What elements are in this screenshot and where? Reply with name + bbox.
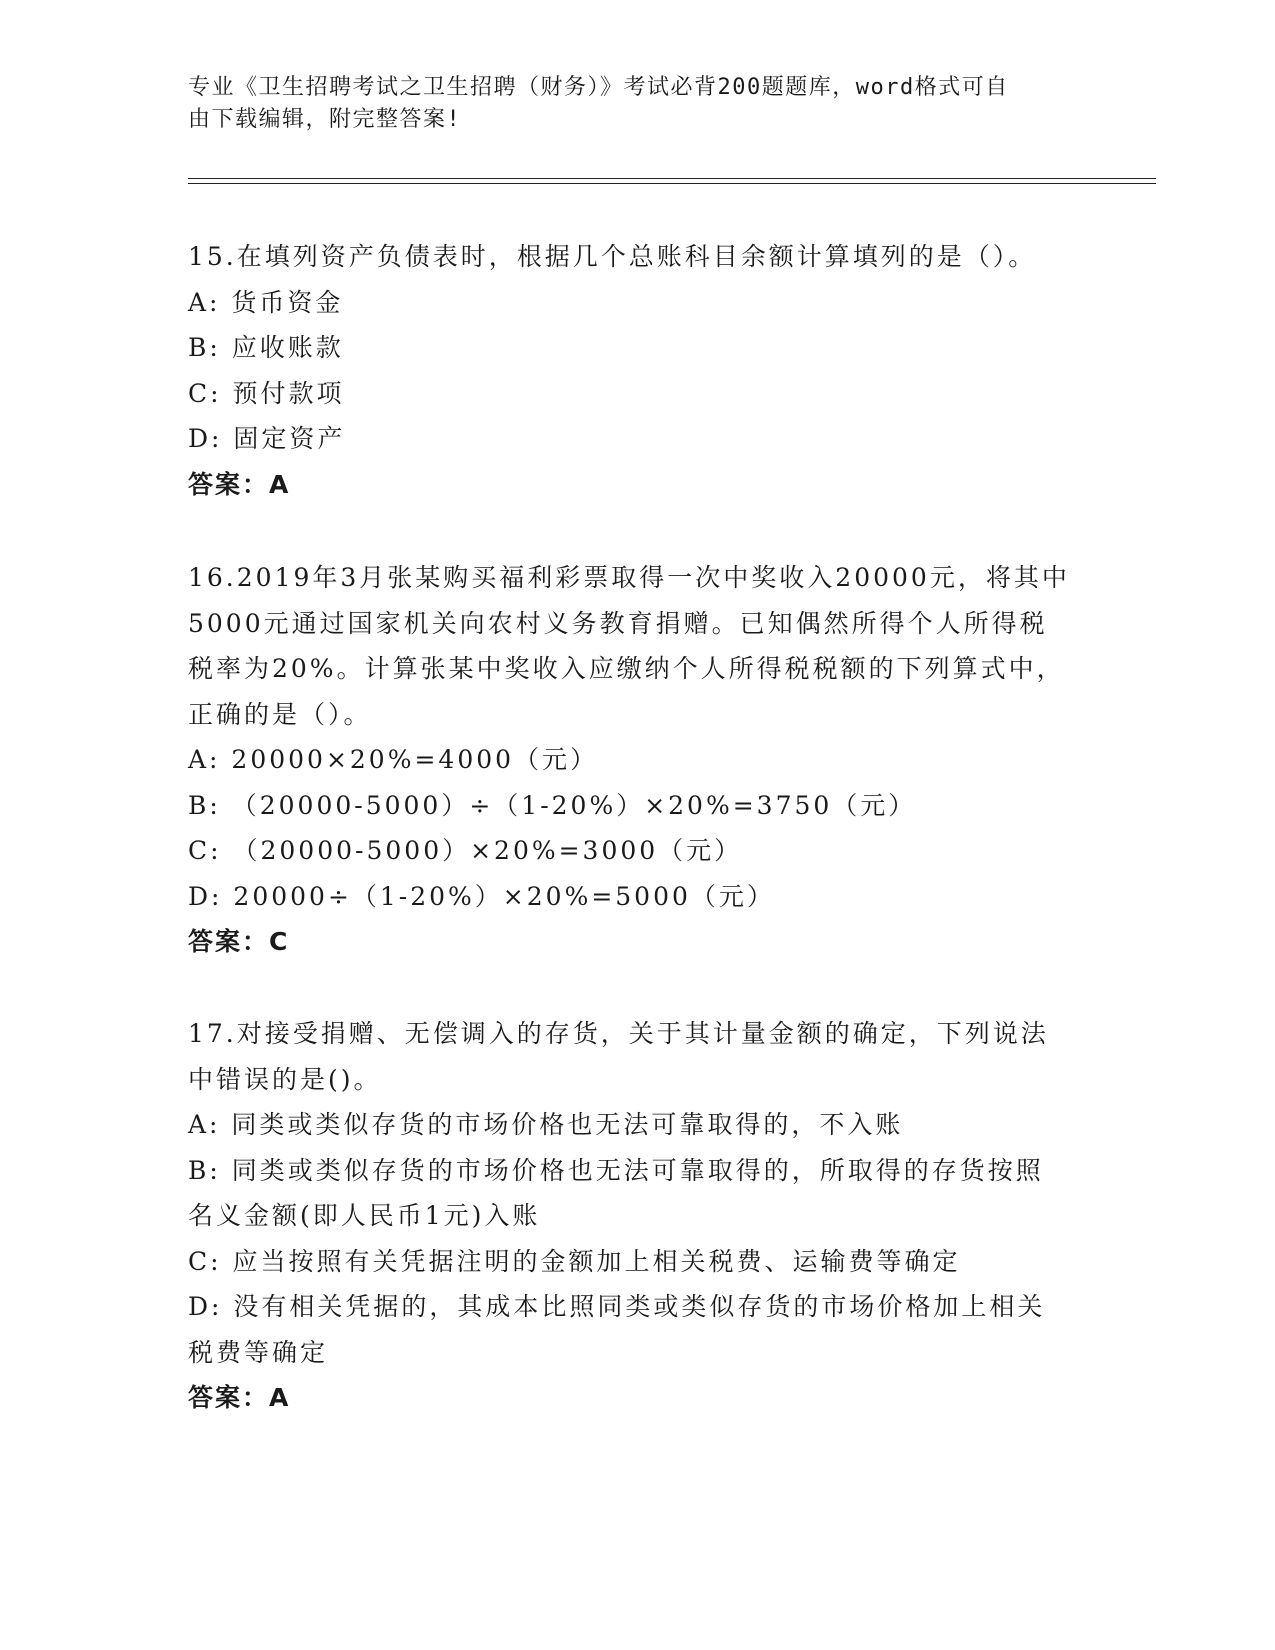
header-line: 由下载编辑，附完整答案! — [188, 107, 462, 132]
question-16 — [188, 555, 1088, 965]
option-c: C: （20000-5000）×20%=3000（元） — [188, 836, 743, 865]
header-divider — [188, 183, 1156, 184]
question-stem: 16.2019年3月张某购买福利彩票取得一次中奖收入20000元，将其中 — [188, 563, 1070, 592]
option-b-continued: 名义金额(即人民币1元)入账 — [188, 1201, 541, 1230]
option-d-continued: 税费等确定 — [188, 1337, 329, 1367]
option-b: B: 同类或类似存货的市场价格也无法可靠取得的，所取得的存货按照 — [188, 1155, 1044, 1185]
option-d: D: 没有相关凭据的，其成本比照同类或类似存货的市场价格加上相关 — [188, 1292, 1046, 1321]
question-stem: 15.在填列资产负债表时，根据几个总账科目余额计算填列的是（）。 — [188, 242, 1037, 271]
document-header — [188, 72, 1088, 136]
option-a: A: 货币资金 — [188, 287, 344, 317]
question-stem: 中错误的是()。 — [188, 1064, 382, 1094]
option-c: C: 预付款项 — [188, 378, 345, 408]
question-17 — [188, 1011, 1088, 1421]
question-stem: 正确的是（）。 — [188, 699, 372, 729]
option-b: B: 应收账款 — [188, 333, 344, 362]
answer: 答案：A — [188, 1383, 291, 1412]
question-stem: 17.对接受捐赠、无偿调入的存货，关于其计量金额的确定，下列说法 — [188, 1019, 1049, 1048]
question-15 — [188, 234, 1088, 507]
header-line: 专业《卫生招聘考试之卫生招聘（财务）》考试必背200题题库，word格式可自 — [188, 75, 1009, 100]
option-c: C: 应当按照有关凭据注明的金额加上相关税费、运输费等确定 — [188, 1246, 961, 1276]
option-a: A: 同类或类似存货的市场价格也无法可靠取得的，不入账 — [188, 1110, 904, 1139]
option-b: B: （20000-5000）÷（1-20%）×20%=3750（元） — [188, 790, 917, 820]
option-a: A: 20000×20%=4000（元） — [188, 745, 599, 774]
question-stem: 税率为20%。计算张某中奖收入应缴纳个人所得税税额的下列算式中， — [188, 654, 1065, 683]
answer: 答案：C — [188, 927, 290, 956]
header-divider — [188, 178, 1156, 179]
question-stem: 5000元通过国家机关向农村义务教育捐赠。已知偶然所得个人所得税 — [188, 608, 1048, 638]
answer: 答案：A — [188, 469, 291, 499]
option-d: D: 固定资产 — [188, 424, 346, 453]
option-d: D: 20000÷（1-20%）×20%=5000（元） — [188, 881, 775, 911]
